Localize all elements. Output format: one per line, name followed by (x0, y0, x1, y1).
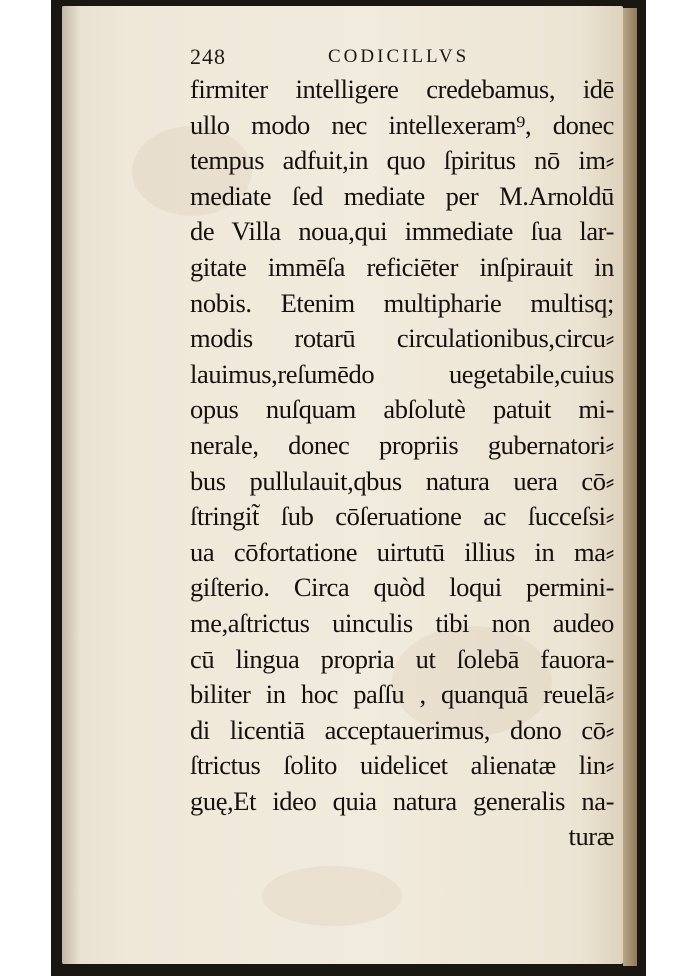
text-line: ullo modo nec intellexeram⁹, donec (190, 109, 614, 140)
text-line: ua cōfortatione uirtutū illius in ma⸗ (190, 536, 614, 567)
text-line: giſterio. Circa quòd loqui permini- (190, 572, 614, 603)
text-line: me,aſtrictus uinculis tibi non audeo (190, 607, 614, 638)
text-line: modis rotarū circulationibus,circu⸗ (190, 323, 614, 354)
text-line: nerale, donec propriis gubernatori⸗ (190, 429, 614, 460)
text-line: gitate immēſa reficiēter inſpirauit in (190, 251, 614, 282)
text-line: nobis. Etenim multipharie multisq; (190, 287, 614, 318)
page-number: 248 (190, 44, 226, 69)
body-text (190, 72, 614, 855)
page-edge (623, 8, 637, 966)
running-title: CODICILLVS (328, 46, 470, 67)
text-line: de Villa noua,qui immediate ſua lar- (190, 216, 614, 247)
text-line: mediate ſed mediate per M.Arnoldū (190, 180, 614, 211)
text-line: lauimus,reſumēdo uegetabile,cuius (190, 358, 614, 389)
text-line: ſtringit̃ ſub cōſeruatione ac ſucceſsi⸗ (190, 501, 614, 532)
text-line: guę,Et ideo quia natura generalis na- (190, 785, 614, 816)
text-line: cū lingua propria ut ſolebā fauora- (190, 643, 614, 674)
text-line: ſtrictus ſolito uidelicet alienatæ lin⸗ (190, 750, 614, 781)
text-line: di licentiā acceptauerimus, dono cō⸗ (190, 714, 614, 745)
catchword: turæ (568, 821, 614, 852)
running-head (190, 44, 610, 74)
text-line: tempus adfuit,in quo ſpiritus nō im⸗ (190, 145, 614, 176)
paper-stain (262, 866, 402, 926)
text-line: opus nuſquam abſolutè patuit mi- (190, 394, 614, 425)
text-line: bus pullulauit,qbus natura uera cō⸗ (190, 465, 614, 496)
text-line: firmiter intelligere credebamus, idē (190, 74, 614, 104)
text-line: biliter in hoc paſſu , quanquā reuelā⸗ (190, 679, 614, 710)
